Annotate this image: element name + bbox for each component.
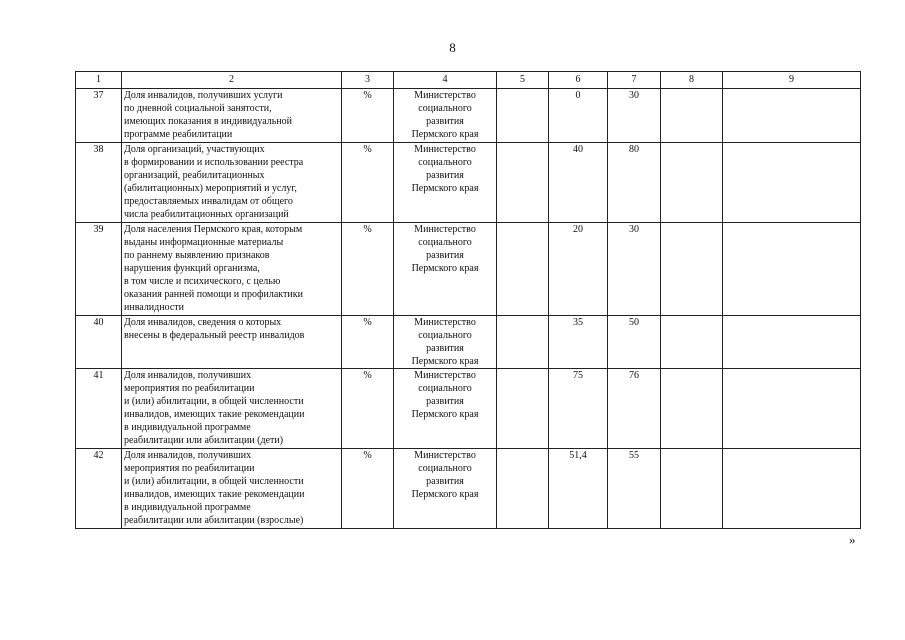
responsible-cell: Министерство социального развития Пермского края bbox=[394, 316, 497, 369]
row-number-cell: 40 bbox=[76, 316, 122, 369]
col9-cell bbox=[723, 369, 861, 449]
indicator-name-cell: Доля инвалидов, сведения о которых внесены в федеральный реестр инвалидов bbox=[122, 316, 342, 369]
unit-cell: % bbox=[342, 369, 394, 449]
col5-cell bbox=[497, 449, 549, 529]
indicator-name-cell: Доля населения Пермского края, которым выданы информационные материалы по раннему выявлению признаков нарушения функций организма, в том числе и психического, с целью оказания ранней помощи и профилактики инвалидности bbox=[122, 223, 342, 316]
table-row bbox=[76, 89, 861, 143]
col8-cell bbox=[661, 369, 723, 449]
col-header-2: 2 bbox=[122, 72, 342, 89]
closing-quote-mark: » bbox=[849, 532, 856, 547]
table-row bbox=[76, 316, 861, 369]
row-number-cell: 39 bbox=[76, 223, 122, 316]
row-number-cell: 42 bbox=[76, 449, 122, 529]
unit-cell: % bbox=[342, 449, 394, 529]
col6-value-cell: 75 bbox=[549, 369, 608, 449]
col6-value-cell: 0 bbox=[549, 89, 608, 143]
row-number-cell: 38 bbox=[76, 143, 122, 223]
unit-cell: % bbox=[342, 143, 394, 223]
col7-value-cell: 50 bbox=[608, 316, 661, 369]
col5-cell bbox=[497, 143, 549, 223]
col7-value-cell: 80 bbox=[608, 143, 661, 223]
col6-value-cell: 20 bbox=[549, 223, 608, 316]
row-number-cell: 41 bbox=[76, 369, 122, 449]
col5-cell bbox=[497, 369, 549, 449]
responsible-cell: Министерство социального развития Пермского края bbox=[394, 143, 497, 223]
col8-cell bbox=[661, 223, 723, 316]
col9-cell bbox=[723, 143, 861, 223]
col6-value-cell: 40 bbox=[549, 143, 608, 223]
col-header-7: 7 bbox=[608, 72, 661, 89]
indicators-table bbox=[75, 71, 861, 529]
col9-cell bbox=[723, 316, 861, 369]
col7-value-cell: 30 bbox=[608, 89, 661, 143]
col5-cell bbox=[497, 223, 549, 316]
col-header-9: 9 bbox=[723, 72, 861, 89]
col-header-3: 3 bbox=[342, 72, 394, 89]
col6-value-cell: 35 bbox=[549, 316, 608, 369]
col7-value-cell: 76 bbox=[608, 369, 661, 449]
responsible-cell: Министерство социального развития Пермского края bbox=[394, 369, 497, 449]
unit-cell: % bbox=[342, 316, 394, 369]
responsible-cell: Министерство социального развития Пермского края bbox=[394, 449, 497, 529]
col-header-8: 8 bbox=[661, 72, 723, 89]
indicator-name-cell: Доля организаций, участвующих в формировании и использовании реестра организаций, реабилитационных (абилитационных) мероприятий и услуг, предоставляемых инвалидам от общего числа реабилитационных организаций bbox=[122, 143, 342, 223]
col5-cell bbox=[497, 89, 549, 143]
table-row bbox=[76, 143, 861, 223]
col8-cell bbox=[661, 89, 723, 143]
indicator-name-cell: Доля инвалидов, получивших мероприятия по реабилитации и (или) абилитации, в общей численности инвалидов, имеющих такие рекомендации в индивидуальной программе реабилитации или абилитации (дети) bbox=[122, 369, 342, 449]
indicator-name-cell: Доля инвалидов, получивших мероприятия по реабилитации и (или) абилитации, в общей численности инвалидов, имеющих такие рекомендации в индивидуальной программе реабилитации или абилитации (взрослые) bbox=[122, 449, 342, 529]
col5-cell bbox=[497, 316, 549, 369]
col9-cell bbox=[723, 223, 861, 316]
page-number: 8 bbox=[449, 40, 456, 55]
col-header-1: 1 bbox=[76, 72, 122, 89]
col8-cell bbox=[661, 316, 723, 369]
col-header-4: 4 bbox=[394, 72, 497, 89]
col9-cell bbox=[723, 89, 861, 143]
table-row bbox=[76, 369, 861, 449]
table-row bbox=[76, 449, 861, 529]
row-number-cell: 37 bbox=[76, 89, 122, 143]
col-header-5: 5 bbox=[497, 72, 549, 89]
unit-cell: % bbox=[342, 89, 394, 143]
col6-value-cell: 51,4 bbox=[549, 449, 608, 529]
responsible-cell: Министерство социального развития Пермского края bbox=[394, 223, 497, 316]
col-header-6: 6 bbox=[549, 72, 608, 89]
col9-cell bbox=[723, 449, 861, 529]
indicator-name-cell: Доля инвалидов, получивших услуги по дневной социальной занятости, имеющих показания в индивидуальной программе реабилитации bbox=[122, 89, 342, 143]
header-row bbox=[76, 72, 861, 89]
unit-cell: % bbox=[342, 223, 394, 316]
col7-value-cell: 55 bbox=[608, 449, 661, 529]
col7-value-cell: 30 bbox=[608, 223, 661, 316]
col8-cell bbox=[661, 143, 723, 223]
col8-cell bbox=[661, 449, 723, 529]
responsible-cell: Министерство социального развития Пермского края bbox=[394, 89, 497, 143]
table-row bbox=[76, 223, 861, 316]
